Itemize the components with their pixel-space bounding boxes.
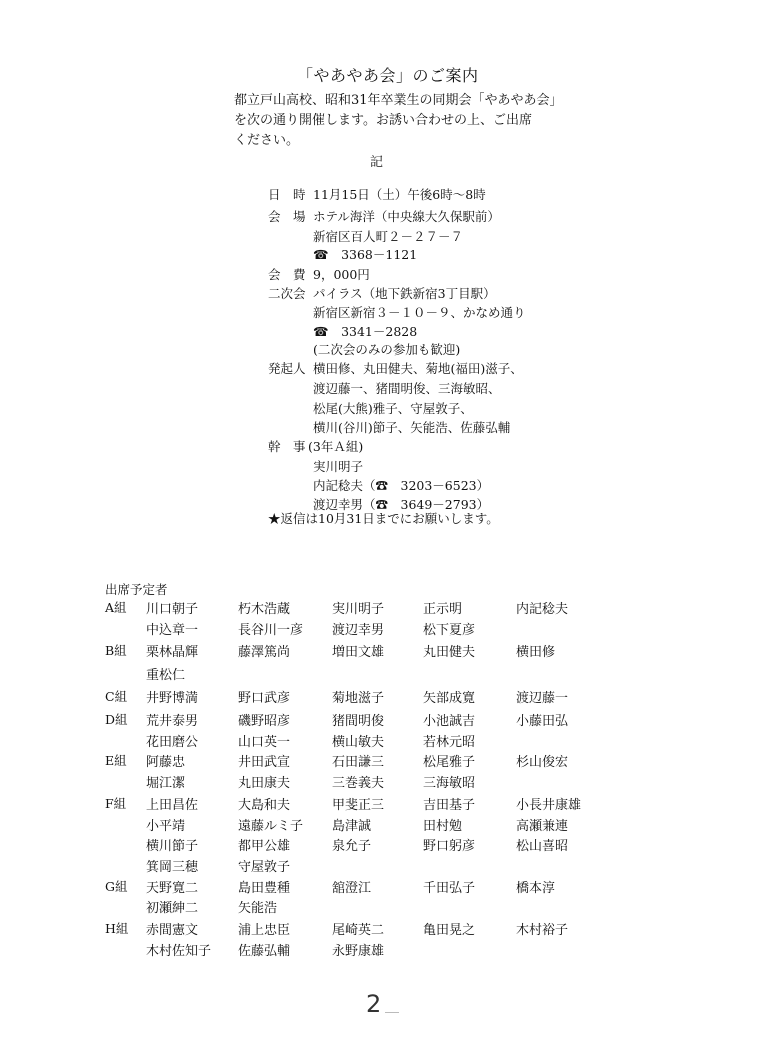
attendee-name: 磯野昭彦: [238, 714, 291, 729]
attendee-name: 佐藤弘輔: [238, 944, 291, 959]
attendee-name: 箕岡三穂: [146, 860, 199, 875]
attendee-name: 渡辺幸男: [332, 623, 385, 638]
attendee-name: 丸田康夫: [238, 776, 291, 791]
group-label: G組: [105, 879, 128, 894]
attendee-name: 小長井康雄: [516, 798, 582, 813]
attendee-name: 矢能浩: [238, 901, 278, 916]
group-label: D組: [105, 712, 128, 727]
page-number-dash: [385, 1012, 399, 1013]
attendee-name: 甲斐正三: [332, 798, 385, 813]
organizers-line: 横田修、丸田健夫、菊地(福田)滋子、: [313, 361, 523, 376]
attendee-name: 島田豊種: [238, 881, 291, 896]
group-label: B組: [105, 643, 127, 658]
attendee-name: 千田弘子: [423, 881, 476, 896]
after-party-phone: ☎ 3341－2828: [313, 324, 418, 339]
attendee-name: 栗林晶輝: [146, 645, 199, 660]
after-party-note: (二次会のみの参加も歓迎): [313, 342, 461, 357]
attendee-name: 横田修: [516, 645, 556, 660]
attendee-name: 小池誠吉: [423, 714, 476, 729]
group-label: C組: [105, 689, 128, 704]
attendee-name: 田村勉: [423, 819, 463, 834]
attendee-name: 矢部成寛: [423, 691, 476, 706]
secretary-label: 幹 事: [268, 439, 306, 454]
secretary-line: 渡辺幸男（☎ 3649－2793）: [313, 497, 490, 512]
attendee-name: 泉允子: [332, 839, 372, 854]
reply-note: ★返信は10月31日までにお願いします。: [268, 511, 499, 526]
attendee-name: 尾崎英二: [332, 923, 385, 938]
attendee-name: 荒井泰男: [146, 714, 199, 729]
attendee-name: 石田謙三: [332, 755, 385, 770]
attendee-name: 堀江潔: [146, 776, 186, 791]
attendee-name: 丸田健夫: [423, 645, 476, 660]
attendee-name: 小藤田弘: [516, 714, 569, 729]
organizers-label: 発起人: [268, 361, 306, 376]
attendee-name: 長谷川一彦: [238, 623, 304, 638]
organizers-line: 横川(谷川)節子、矢能浩、佐藤弘輔: [313, 420, 511, 435]
attendee-name: 猪間明俊: [332, 714, 385, 729]
secretary-line: 内記稔夫（☎ 3203－6523）: [313, 478, 490, 493]
attendee-name: 藤澤篤尚: [238, 645, 291, 660]
attendee-name: 赤間憲文: [146, 923, 199, 938]
attendee-name: 三巻義夫: [332, 776, 385, 791]
attendee-name: 山口英一: [238, 735, 291, 750]
intro-line-2: を次の通り開催します。お誘い合わせの上、ご出席: [234, 113, 532, 128]
attendee-name: 永野康雄: [332, 944, 385, 959]
attendee-name: 木村裕子: [516, 923, 569, 938]
attendee-name: 実川明子: [332, 602, 385, 617]
group-label: H組: [105, 921, 129, 936]
attendee-name: 野口武彦: [238, 691, 291, 706]
attendee-name: 菊地滋子: [332, 691, 385, 706]
attendee-name: 高瀬兼連: [516, 819, 569, 834]
attendee-name: 重松仁: [146, 668, 186, 683]
attendee-name: 井田武宣: [238, 755, 291, 770]
attendee-name: 川口朝子: [146, 602, 199, 617]
attendee-name: 守屋敦子: [238, 860, 291, 875]
attendee-name: 初瀬紳二: [146, 901, 199, 916]
attendee-name: 大島和夫: [238, 798, 291, 813]
attendee-name: 朽木浩蔵: [238, 602, 291, 617]
venue-line: ホテル海洋（中央線大久保駅前）: [313, 209, 500, 224]
page-number: 2: [366, 990, 382, 1018]
attendee-name: 横川節子: [146, 839, 199, 854]
ki-heading: 記: [370, 155, 384, 170]
attendee-name: 木村佐知子: [146, 944, 212, 959]
attendee-name: 亀田晃之: [423, 923, 476, 938]
venue-label: 会 場: [268, 209, 306, 224]
attendee-name: 阿藤忠: [146, 755, 186, 770]
attendee-name: 浦上忠臣: [238, 923, 291, 938]
page-title: 「やあやあ会」のご案内: [297, 66, 479, 85]
attendee-name: 井野博満: [146, 691, 199, 706]
attendee-name: 内記稔夫: [516, 602, 569, 617]
attendees-heading: 出席予定者: [105, 582, 168, 597]
attendee-name: 花田磨公: [146, 735, 199, 750]
intro-line-3: ください。: [234, 133, 300, 148]
secretary-class: (3年Ａ組): [308, 439, 364, 454]
attendee-name: 増田文雄: [332, 645, 385, 660]
attendee-name: 正示明: [423, 602, 463, 617]
attendee-name: 吉田基子: [423, 798, 476, 813]
attendee-name: 都甲公雄: [238, 839, 291, 854]
attendee-name: 松下夏彦: [423, 623, 476, 638]
attendee-name: 上田昌佐: [146, 798, 199, 813]
attendee-name: 橋本淳: [516, 881, 556, 896]
attendee-name: 遠藤ルミ子: [238, 819, 304, 834]
attendee-name: 横山敏夫: [332, 735, 385, 750]
date-label: 日 時: [268, 187, 306, 202]
group-label: E組: [105, 753, 127, 768]
fee-value: 9，000円: [313, 267, 370, 282]
intro-line-1: 都立戸山高校、昭和31年卒業生の同期会「やあやあ会」: [234, 93, 563, 108]
attendee-name: 島津誠: [332, 819, 372, 834]
attendee-name: 渡辺藤一: [516, 691, 569, 706]
group-label: F組: [105, 796, 127, 811]
attendee-name: 松尾雅子: [423, 755, 476, 770]
attendee-name: 若林元昭: [423, 735, 476, 750]
group-label: A組: [105, 600, 127, 615]
attendee-name: 小平靖: [146, 819, 186, 834]
attendee-name: 舘澄江: [332, 881, 372, 896]
attendee-name: 松山喜昭: [516, 839, 569, 854]
attendee-name: 杉山俊宏: [516, 755, 569, 770]
venue-phone: ☎ 3368－1121: [313, 247, 418, 262]
date-value: 11月15日（土）午後6時～8時: [313, 187, 486, 202]
venue-line: 新宿区百人町２－２７－７: [313, 229, 464, 244]
attendee-name: 野口躬彦: [423, 839, 476, 854]
attendee-name: 天野寛二: [146, 881, 199, 896]
secretary-line: 実川明子: [313, 459, 364, 474]
attendee-name: 三海敏昭: [423, 776, 476, 791]
organizers-line: 渡辺藤一、猪間明俊、三海敏昭、: [313, 381, 501, 396]
after-party-line: パイラス（地下鉄新宿3丁目駅）: [313, 286, 496, 301]
after-party-label: 二次会: [268, 286, 306, 301]
organizers-line: 松尾(大熊)雅子、守屋敦子、: [313, 401, 473, 416]
after-party-line: 新宿区新宿３－１０－９、かなめ通り: [313, 305, 526, 320]
attendee-name: 中込章一: [146, 623, 199, 638]
fee-label: 会 費: [268, 267, 306, 282]
